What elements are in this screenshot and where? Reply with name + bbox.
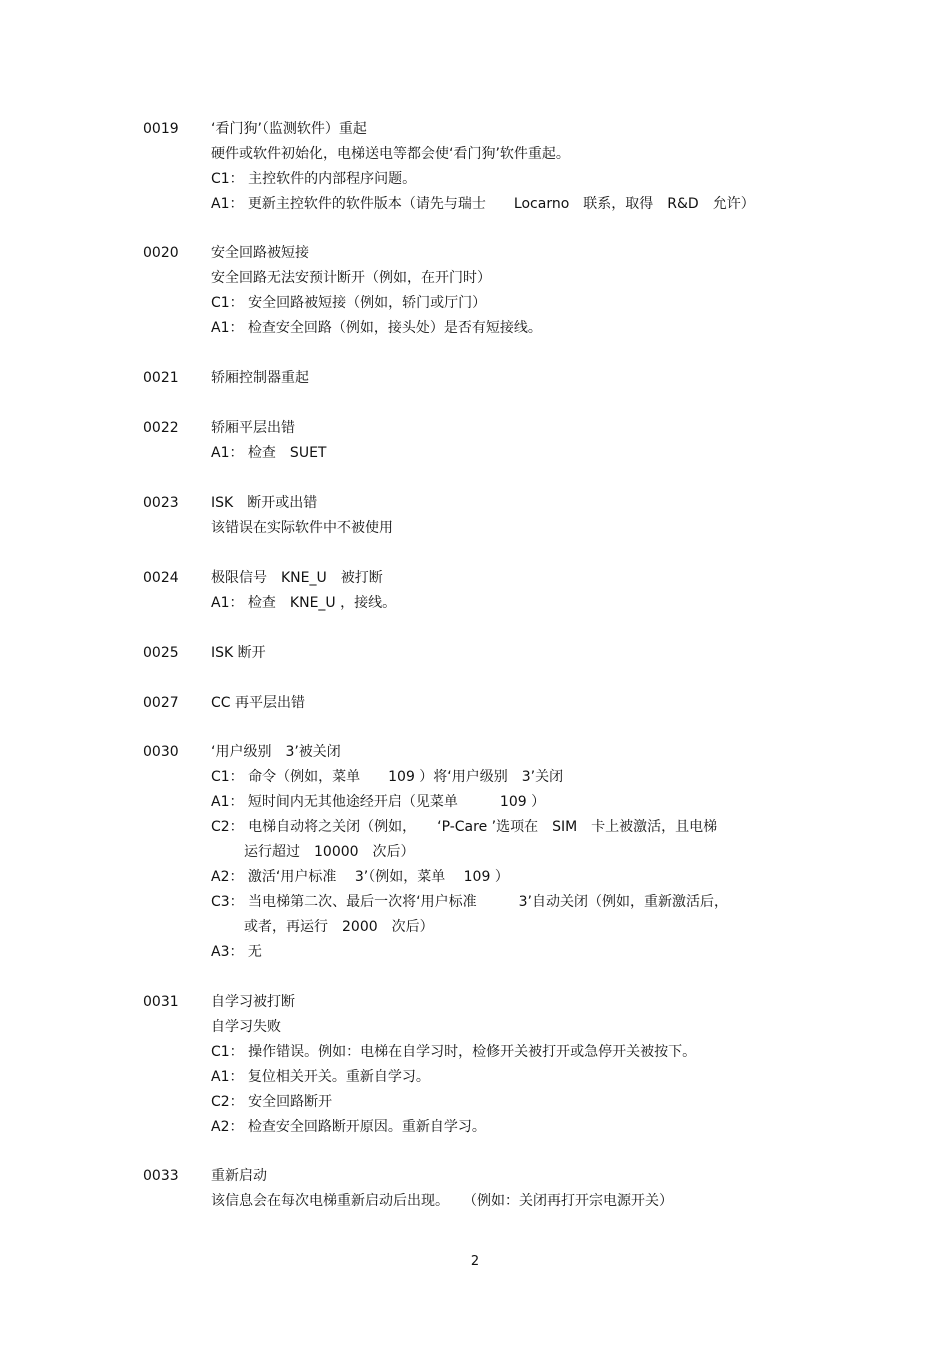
error-code: 0020 — [143, 245, 179, 261]
error-description — [211, 1164, 801, 1214]
cause-line: C1： 命令（例如，菜单 109 ）将‘用户级别 3’关闭 — [211, 769, 564, 785]
error-description — [211, 691, 801, 716]
error-code: 0033 — [143, 1168, 179, 1184]
error-detail: 硬件或软件初始化，电梯送电等都会使‘看门狗’软件重起。 — [211, 146, 570, 162]
action-line: A1： 复位相关开关。重新自学习。 — [211, 1069, 430, 1085]
error-description — [211, 566, 801, 616]
error-code: 0031 — [143, 994, 179, 1010]
error-title: ‘看门狗’（监测软件）重起 — [211, 121, 367, 137]
cause-continuation: 或者，再运行 2000 次后） — [244, 919, 434, 935]
cause-line: C1： 操作错误。例如：电梯在自学习时，检修开关被打开或急停开关被按下。 — [211, 1044, 697, 1060]
error-code: 0024 — [143, 570, 179, 586]
error-detail: 该信息会在每次电梯重新启动后出现。 （例如：关闭再打开宗电源开关） — [211, 1193, 673, 1209]
cause-line: C1： 安全回路被短接（例如，轿门或厅门） — [211, 295, 487, 311]
action-line: A1： 检查 KNE_U ，接线。 — [211, 595, 397, 611]
error-title: ‘用户级别 3’被关闭 — [211, 744, 341, 760]
error-title: 重新启动 — [211, 1168, 267, 1184]
error-description — [211, 241, 801, 341]
cause-line: C2： 电梯自动将之关闭（例如， ‘P-Care ’选项在 SIM 卡上被激活，且电梯 — [211, 819, 718, 835]
cause-line: C2： 安全回路断开 — [211, 1094, 333, 1110]
error-title: 极限信号 KNE_U 被打断 — [211, 570, 383, 586]
error-code: 0023 — [143, 495, 179, 511]
error-title: CC 再平层出错 — [211, 695, 306, 711]
error-description — [211, 491, 801, 541]
error-title: ISK 断开或出错 — [211, 495, 318, 511]
error-title: ISK 断开 — [211, 645, 266, 661]
error-title: 轿厢平层出错 — [211, 420, 295, 436]
error-detail: 该错误在实际软件中不被使用 — [211, 520, 393, 536]
error-code: 0030 — [143, 744, 179, 760]
error-code: 0022 — [143, 420, 179, 436]
error-description — [211, 416, 801, 466]
error-code: 0021 — [143, 370, 179, 386]
action-line: A1： 检查 SUET — [211, 445, 327, 461]
error-title: 安全回路被短接 — [211, 245, 309, 261]
error-description — [211, 641, 801, 666]
error-description — [211, 990, 801, 1140]
action-line: A1： 更新主控软件的软件版本（请先与瑞士 Locarno 联系，取得 R&D 允许） — [211, 196, 755, 212]
error-detail: 自学习失败 — [211, 1019, 281, 1035]
cause-line: C3： 当电梯第二次、最后一次将‘用户标准 3’自动关闭（例如，重新激活后， — [211, 894, 728, 910]
cause-line: C1： 主控软件的内部程序问题。 — [211, 171, 417, 187]
action-line: A1： 短时间内无其他途经开启（见菜单 109 ） — [211, 794, 546, 810]
page-number: 2 — [470, 1254, 480, 1269]
error-code: 0025 — [143, 645, 179, 661]
error-code: 0027 — [143, 695, 179, 711]
action-line: A2： 检查安全回路断开原因。重新自学习。 — [211, 1119, 486, 1135]
action-line: A2： 激活‘用户标准 3’（例如，菜单 109 ） — [211, 869, 509, 885]
action-line: A3： 无 — [211, 944, 262, 960]
cause-continuation: 运行超过 10000 次后） — [244, 844, 415, 860]
error-description — [211, 740, 801, 965]
error-title: 轿厢控制器重起 — [211, 370, 309, 386]
error-detail: 安全回路无法安预计断开（例如，在开门时） — [211, 270, 491, 286]
error-description — [211, 366, 801, 391]
error-title: 自学习被打断 — [211, 994, 295, 1010]
error-description — [211, 117, 801, 217]
error-code: 0019 — [143, 121, 179, 137]
action-line: A1： 检查安全回路（例如，接头处）是否有短接线。 — [211, 320, 542, 336]
